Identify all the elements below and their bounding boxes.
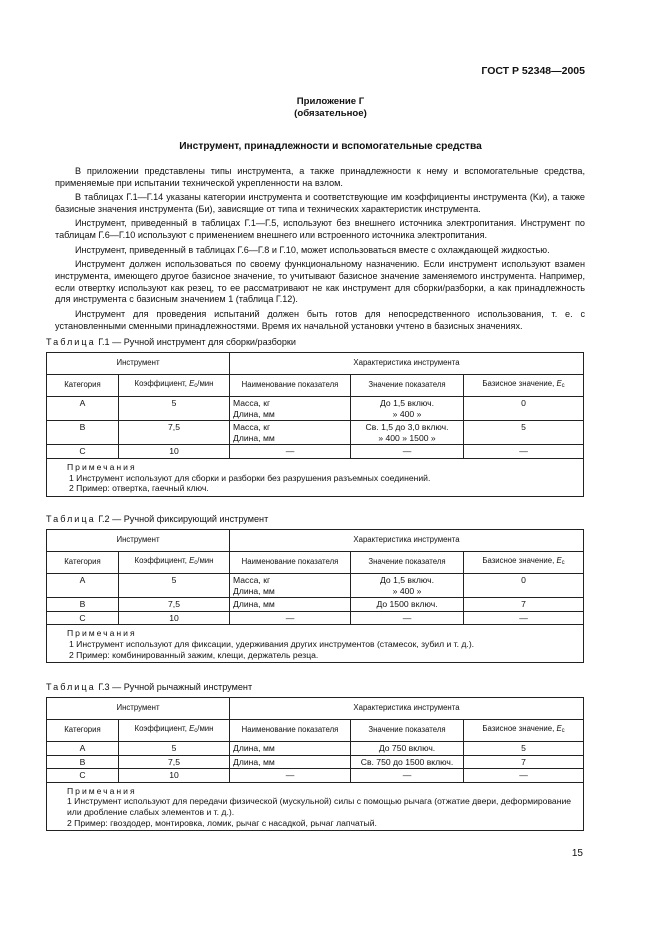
header-category: Категория [47,720,119,742]
intro-text [55,166,585,335]
appendix-heading [0,96,661,120]
cell-base: 0 [464,574,584,598]
cell-value: До 1,5 включ. » 400 » [351,397,464,421]
table-label: Таблица [46,337,96,347]
header-characteristic: Характеристика инструмента [230,353,584,375]
note-item: 2 Пример: гвоздодер, монтировка, ломик, рычаг с насадкой, рычаг лапчатый. [67,817,377,828]
table-row [47,769,584,783]
note-item: 1 Инструмент используют для сборки и разборки без разрушения разъемных соединений. [69,472,431,483]
cell-base: — [464,769,584,783]
cell-coefficient: 7,5 [119,598,230,612]
table-notes [47,782,584,830]
cell-category: A [47,742,119,756]
table-caption-text: Г.2 — Ручной фиксирующий инструмент [98,514,269,524]
cell-coefficient: 5 [119,574,230,598]
cell-base: 5 [464,742,584,756]
appendix-status: (обязательное) [294,108,367,119]
cell-category: A [47,397,119,421]
cell-indicator: Длина, мм [230,598,351,612]
table-label: Таблица [46,514,96,524]
paragraph: Инструмент, приведенный в таблицах Г.6—Г.8 и Г.10, может использоваться вместе с охлаждающей жидкостью. [75,244,550,255]
table-g2 [46,529,584,663]
table-row [47,445,584,459]
cell-value: До 1500 включ. [351,598,464,612]
cell-value: — [351,445,464,459]
header-tool: Инструмент [47,353,230,375]
appendix-title: Приложение Г [296,96,365,107]
header-indicator-value: Значение показателя [351,552,464,574]
header-indicator: Наименование показателя [230,375,351,397]
header-category: Категория [47,552,119,574]
paragraph: В таблицах Г.1—Г.14 указаны категории инструмента и соответствующие им коэффициенты инструмента (Kи), а также базисные значения инструмента (Би), зависящие от типа и технических характеристик инструмента. [55,192,585,214]
cell-indicator: Длина, мм [230,742,351,756]
header-coefficient: Коэффициент, $E_c$/мин [119,552,230,574]
table-row [47,598,584,612]
cell-value: — [351,611,464,625]
cell-base: — [464,611,584,625]
table-row [47,397,584,421]
header-characteristic: Характеристика инструмента [230,698,584,720]
cell-base: 5 [464,421,584,445]
header-indicator-value: Значение показателя [351,375,464,397]
cell-coefficient: 7,5 [119,755,230,769]
cell-value: Св. 750 до 1500 включ. [351,755,464,769]
header-base-value: Базисное значение, $E_c$ [464,720,584,742]
cell-category: B [47,755,119,769]
table-caption-text: Г.1 — Ручной инструмент для сборки/разборки [98,337,296,347]
header-coefficient: Коэффициент, $E_c$/мин [119,375,230,397]
table-row [47,611,584,625]
cell-base: 0 [464,397,584,421]
header-category: Категория [47,375,119,397]
table-row [47,421,584,445]
cell-base: — [464,445,584,459]
page-number: 15 [571,848,583,859]
cell-value: До 1,5 включ. » 400 » [351,574,464,598]
header-characteristic: Характеристика инструмента [230,530,584,552]
header-tool: Инструмент [47,530,230,552]
cell-category: C [47,611,119,625]
note-item: 1 Инструмент используют для фиксации, удерживания других инструментов (стамесок, зубил и т. д.). [69,638,475,649]
header-base-value: Базисное значение, $E_c$ [464,552,584,574]
table-caption [46,514,268,524]
cell-coefficient: 10 [119,769,230,783]
table-caption [46,337,296,347]
table-row [47,742,584,756]
section-title: Инструмент, принадлежности и вспомогательные средства [179,141,482,152]
cell-indicator: Масса, кг Длина, мм [230,397,351,421]
table-notes [47,458,584,496]
notes-title: Примечания [67,628,137,639]
cell-value: До 750 включ. [351,742,464,756]
notes-title: Примечания [67,461,137,472]
cell-indicator: — [230,445,351,459]
note-item: 1 Инструмент используют для передачи физической (мускульной) силы с помощью рычага (отжатие двери, деформирование или дробление слабых элементов и т. д.). [67,796,572,817]
paragraph: В приложении представлены типы инструмента, а также принадлежности к нему и вспомогательные средства, применяемые при испытании технической укрепленности на взлом. [55,166,585,188]
header-coefficient: Коэффициент, $E_c$/мин [119,720,230,742]
cell-indicator: Масса, кг Длина, мм [230,421,351,445]
document-header: ГОСТ Р 52348—2005 [481,65,585,77]
table-caption-text: Г.3 — Ручной рычажный инструмент [98,682,253,692]
cell-indicator: — [230,611,351,625]
table-g1 [46,352,584,497]
header-indicator: Наименование показателя [230,552,351,574]
table-caption [46,682,252,692]
table-row [47,755,584,769]
table-g3 [46,697,584,831]
paragraph: Инструмент должен использоваться по своему функциональному назначению. Если инструмент используют взамен инструмента, имеющего другое базисное значение, то учитывают базисное значение заменяемого инструмента. Например, если отвертку используют как резец, то ее рассматривают не как инструмент для сборки/разборки, а как принадлежность для инструмента с базисным значением 1 (таблица Г.12). [55,258,585,305]
cell-base: 7 [464,755,584,769]
cell-category: B [47,598,119,612]
cell-indicator: Масса, кг Длина, мм [230,574,351,598]
cell-category: C [47,769,119,783]
table-row [47,574,584,598]
cell-coefficient: 7,5 [119,421,230,445]
paragraph: Инструмент, приведенный в таблицах Г.1—Г.5, используют без внешнего источника электропитания. Инструмент по таблицам Г.6—Г.10 используют с применением внешнего или встроенного источника электропитания. [55,218,585,241]
note-item: 2 Пример: отвертка, гаечный ключ. [69,483,209,494]
table-notes [47,625,584,663]
cell-coefficient: 10 [119,445,230,459]
paragraph: Инструмент для проведения испытаний должен быть готов для непосредственного использования, т. е. с установленными сменными принадлежностями. Время их начальной установки учтено в базисных значениях. [55,308,585,331]
cell-value: — [351,769,464,783]
cell-indicator: Длина, мм [230,755,351,769]
header-indicator-value: Значение показателя [351,720,464,742]
cell-category: A [47,574,119,598]
cell-coefficient: 10 [119,611,230,625]
cell-value: Св. 1,5 до 3,0 включ. » 400 » 1500 » [351,421,464,445]
cell-category: B [47,421,119,445]
header-base-value: Базисное значение, $E_c$ [464,375,584,397]
note-item: 2 Пример: комбинированный зажим, клещи, держатель резца. [69,649,319,660]
cell-coefficient: 5 [119,397,230,421]
table-label: Таблица [46,682,96,692]
notes-title: Примечания [67,785,137,796]
cell-coefficient: 5 [119,742,230,756]
cell-indicator: — [230,769,351,783]
header-tool: Инструмент [47,698,230,720]
cell-category: C [47,445,119,459]
cell-base: 7 [464,598,584,612]
header-indicator: Наименование показателя [230,720,351,742]
